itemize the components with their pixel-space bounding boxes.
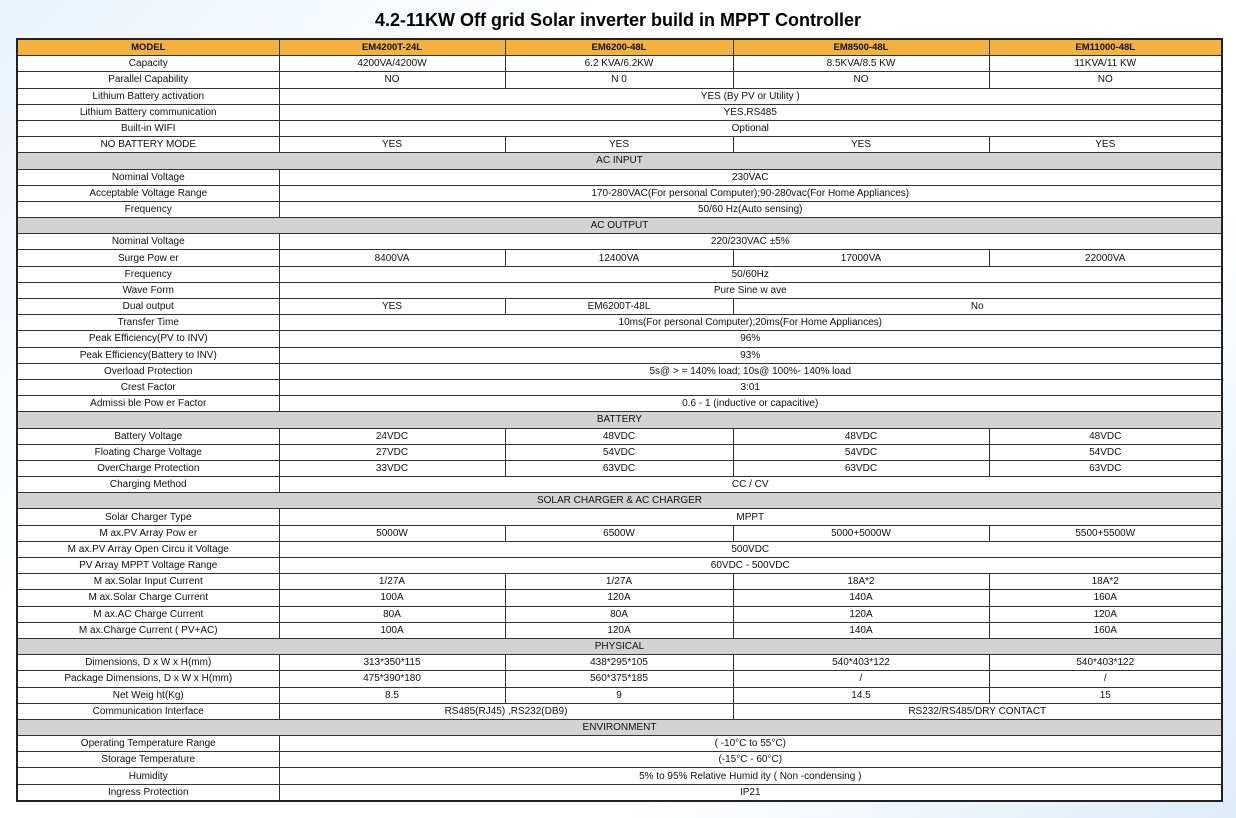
spec-value-cell: 11KVA/11 KW [989, 56, 1222, 72]
spec-label-cell: Capacity [17, 56, 279, 72]
spec-value-cell: 540*403*122 [733, 655, 989, 671]
spec-value-cell: 15 [989, 687, 1222, 703]
table-row [17, 169, 1222, 185]
table-row [17, 428, 1222, 444]
spec-label-cell: Crest Factor [17, 379, 279, 395]
spec-value-cell: NO [279, 72, 505, 88]
spec-value-cell: Pure Sine w ave [279, 282, 1222, 298]
spec-label-cell: M ax.Charge Current ( PV+AC) [17, 622, 279, 638]
table-row [17, 234, 1222, 250]
table-row [17, 347, 1222, 363]
spec-value-cell: 500VDC [279, 541, 1222, 557]
section-header-row [17, 493, 1222, 509]
spec-value-cell: 120A [989, 606, 1222, 622]
spec-value-cell: 100A [279, 622, 505, 638]
spec-value-cell: 50/60 Hz(Auto sensing) [279, 201, 1222, 217]
spec-label-cell: Humidity [17, 768, 279, 784]
spec-value-cell: IP21 [279, 784, 1222, 801]
spec-value-cell: / [989, 671, 1222, 687]
spec-table [16, 38, 1223, 802]
table-row [17, 379, 1222, 395]
spec-value-cell: 8400VA [279, 250, 505, 266]
spec-value-cell: RS485(RJ45) ,RS232(DB9) [279, 703, 733, 719]
page-title: 4.2-11KW Off grid Solar inverter build in MPPT Controller [374, 10, 862, 30]
section-header-row [17, 153, 1222, 169]
table-row [17, 460, 1222, 476]
spec-label-cell: M ax.Solar Charge Current [17, 590, 279, 606]
spec-value-cell: 5s@ > = 140% load; 10s@ 100%- 140% load [279, 363, 1222, 379]
section-title: SOLAR CHARGER & AC CHARGER [17, 493, 1222, 509]
spec-label-cell: Overload Protection [17, 363, 279, 379]
table-row [17, 72, 1222, 88]
table-row [17, 137, 1222, 153]
spec-value-cell: 6.2 KVA/6.2KW [505, 56, 733, 72]
spec-value-cell: 220/230VAC ±5% [279, 234, 1222, 250]
spec-label-cell: M ax.AC Charge Current [17, 606, 279, 622]
spec-value-cell: 54VDC [989, 444, 1222, 460]
spec-label-cell: Lithium Battery activation [17, 88, 279, 104]
table-row [17, 590, 1222, 606]
column-header-label: MODEL [17, 39, 279, 56]
table-row [17, 655, 1222, 671]
spec-value-cell: 27VDC [279, 444, 505, 460]
spec-label-cell: Nominal Voltage [17, 234, 279, 250]
spec-value-cell: 60VDC - 500VDC [279, 558, 1222, 574]
spec-value-cell: 5% to 95% Relative Humid ity ( Non -condensing ) [279, 768, 1222, 784]
table-row [17, 120, 1222, 136]
spec-value-cell: 8.5 [279, 687, 505, 703]
spec-value-cell: 6500W [505, 525, 733, 541]
spec-value-cell: 475*390*180 [279, 671, 505, 687]
spec-value-cell: Optional [279, 120, 1222, 136]
section-title: AC OUTPUT [17, 218, 1222, 234]
spec-value-cell: YES [989, 137, 1222, 153]
spec-value-cell: 5500+5500W [989, 525, 1222, 541]
section-title: BATTERY [17, 412, 1222, 428]
table-row [17, 396, 1222, 412]
spec-value-cell: 96% [279, 331, 1222, 347]
spec-value-cell: 63VDC [989, 460, 1222, 476]
spec-value-cell: 170-280VAC(For personal Computer);90-280vac(For Home Appliances) [279, 185, 1222, 201]
table-row [17, 201, 1222, 217]
spec-label-cell: Solar Charger Type [17, 509, 279, 525]
table-row [17, 315, 1222, 331]
table-row [17, 752, 1222, 768]
spec-label-cell: Peak Efficiency(Battery to INV) [17, 347, 279, 363]
spec-label-cell: Transfer Time [17, 315, 279, 331]
table-row [17, 509, 1222, 525]
spec-value-cell: MPPT [279, 509, 1222, 525]
spec-value-cell: 63VDC [733, 460, 989, 476]
spec-value-cell: NO [989, 72, 1222, 88]
spec-label-cell: M ax.Solar Input Current [17, 574, 279, 590]
column-header-model: EM11000-48L [989, 39, 1222, 56]
section-title: AC INPUT [17, 153, 1222, 169]
spec-label-cell: Charging Method [17, 477, 279, 493]
spec-value-cell: YES,RS485 [279, 104, 1222, 120]
spec-value-cell: 438*295*105 [505, 655, 733, 671]
spec-value-cell: No [733, 299, 1222, 315]
spec-value-cell: 160A [989, 590, 1222, 606]
spec-value-cell: / [733, 671, 989, 687]
spec-label-cell: Dimensions, D x W x H(mm) [17, 655, 279, 671]
spec-label-cell: Admissi ble Pow er Factor [17, 396, 279, 412]
table-row [17, 444, 1222, 460]
column-header-model: EM8500-48L [733, 39, 989, 56]
spec-value-cell: YES (By PV or Utility ) [279, 88, 1222, 104]
table-row [17, 784, 1222, 801]
spec-value-cell: 14.5 [733, 687, 989, 703]
spec-value-cell: 1/27A [505, 574, 733, 590]
spec-value-cell: 48VDC [733, 428, 989, 444]
spec-value-cell: 140A [733, 622, 989, 638]
spec-value-cell: EM6200T-48L [505, 299, 733, 315]
spec-value-cell: YES [505, 137, 733, 153]
spec-label-cell: Peak Efficiency(PV to INV) [17, 331, 279, 347]
table-header-row [17, 39, 1222, 56]
table-row [17, 671, 1222, 687]
spec-value-cell: 48VDC [989, 428, 1222, 444]
table-row [17, 331, 1222, 347]
spec-value-cell: (-15°C - 60°C) [279, 752, 1222, 768]
spec-label-cell: Package Dimensions, D x W x H(mm) [17, 671, 279, 687]
spec-value-cell: 5000W [279, 525, 505, 541]
spec-label-cell: Ingress Protection [17, 784, 279, 801]
spec-value-cell: 80A [279, 606, 505, 622]
spec-label-cell: Battery Voltage [17, 428, 279, 444]
spec-value-cell: 313*350*115 [279, 655, 505, 671]
column-header-model: EM4200T-24L [279, 39, 505, 56]
spec-value-cell: 0.6 - 1 (inductive or capacitive) [279, 396, 1222, 412]
spec-value-cell: 17000VA [733, 250, 989, 266]
spec-value-cell: CC / CV [279, 477, 1222, 493]
spec-value-cell: 18A*2 [733, 574, 989, 590]
spec-label-cell: NO BATTERY MODE [17, 137, 279, 153]
spec-label-cell: M ax.PV Array Pow er [17, 525, 279, 541]
table-row [17, 703, 1222, 719]
spec-label-cell: Operating Temperature Range [17, 736, 279, 752]
spec-value-cell: 120A [505, 622, 733, 638]
spec-label-cell: Wave Form [17, 282, 279, 298]
spec-value-cell: YES [279, 299, 505, 315]
table-row [17, 299, 1222, 315]
spec-value-cell: 10ms(For personal Computer);20ms(For Home Appliances) [279, 315, 1222, 331]
spec-value-cell: N 0 [505, 72, 733, 88]
table-row [17, 185, 1222, 201]
spec-label-cell: OverCharge Protection [17, 460, 279, 476]
table-row [17, 363, 1222, 379]
spec-value-cell: 540*403*122 [989, 655, 1222, 671]
table-row [17, 606, 1222, 622]
table-row [17, 525, 1222, 541]
spec-label-cell: Parallel Capability [17, 72, 279, 88]
table-row [17, 687, 1222, 703]
spec-value-cell: 160A [989, 622, 1222, 638]
section-title: PHYSICAL [17, 638, 1222, 654]
spec-value-cell: 120A [733, 606, 989, 622]
table-row [17, 56, 1222, 72]
table-row [17, 88, 1222, 104]
column-header-model: EM6200-48L [505, 39, 733, 56]
table-row [17, 768, 1222, 784]
spec-label-cell: Dual output [17, 299, 279, 315]
spec-value-cell: 5000+5000W [733, 525, 989, 541]
spec-label-cell: Lithium Battery communication [17, 104, 279, 120]
spec-value-cell: 120A [505, 590, 733, 606]
spec-label-cell: Surge Pow er [17, 250, 279, 266]
table-row [17, 736, 1222, 752]
spec-label-cell: Built-in WIFI [17, 120, 279, 136]
table-row [17, 104, 1222, 120]
spec-value-cell: 140A [733, 590, 989, 606]
spec-label-cell: Acceptable Voltage Range [17, 185, 279, 201]
spec-value-cell: 9 [505, 687, 733, 703]
spec-value-cell: ( -10°C to 55°C) [279, 736, 1222, 752]
spec-label-cell: Frequency [17, 201, 279, 217]
spec-label-cell: PV Array MPPT Voltage Range [17, 558, 279, 574]
table-row [17, 266, 1222, 282]
section-header-row [17, 218, 1222, 234]
spec-label-cell: Communication Interface [17, 703, 279, 719]
spec-label-cell: Floating Charge Voltage [17, 444, 279, 460]
spec-label-cell: Frequency [17, 266, 279, 282]
table-row [17, 477, 1222, 493]
section-header-row [17, 719, 1222, 735]
spec-label-cell: Nominal Voltage [17, 169, 279, 185]
spec-table-body [17, 39, 1222, 801]
spec-value-cell: 48VDC [505, 428, 733, 444]
section-header-row [17, 638, 1222, 654]
spec-value-cell: 560*375*185 [505, 671, 733, 687]
spec-value-cell: YES [733, 137, 989, 153]
spec-label-cell: M ax.PV Array Open Circu it Voltage [17, 541, 279, 557]
section-title: ENVIRONMENT [17, 719, 1222, 735]
spec-value-cell: 24VDC [279, 428, 505, 444]
spec-value-cell: RS232/RS485/DRY CONTACT [733, 703, 1222, 719]
spec-value-cell: 100A [279, 590, 505, 606]
table-row [17, 574, 1222, 590]
table-row [17, 250, 1222, 266]
spec-value-cell: 93% [279, 347, 1222, 363]
spec-value-cell: NO [733, 72, 989, 88]
table-row [17, 622, 1222, 638]
spec-value-cell: 12400VA [505, 250, 733, 266]
section-header-row [17, 412, 1222, 428]
spec-value-cell: 3:01 [279, 379, 1222, 395]
spec-value-cell: 8.5KVA/8.5 KW [733, 56, 989, 72]
spec-value-cell: 80A [505, 606, 733, 622]
spec-value-cell: 18A*2 [989, 574, 1222, 590]
spec-value-cell: 22000VA [989, 250, 1222, 266]
spec-value-cell: 1/27A [279, 574, 505, 590]
spec-value-cell: 33VDC [279, 460, 505, 476]
spec-label-cell: Storage Temperature [17, 752, 279, 768]
spec-value-cell: 230VAC [279, 169, 1222, 185]
spec-value-cell: 54VDC [505, 444, 733, 460]
spec-value-cell: 54VDC [733, 444, 989, 460]
table-row [17, 558, 1222, 574]
spec-label-cell: Net Weig ht(Kg) [17, 687, 279, 703]
spec-value-cell: 50/60Hz [279, 266, 1222, 282]
spec-value-cell: 63VDC [505, 460, 733, 476]
table-row [17, 282, 1222, 298]
spec-value-cell: YES [279, 137, 505, 153]
table-row [17, 541, 1222, 557]
spec-value-cell: 4200VA/4200W [279, 56, 505, 72]
